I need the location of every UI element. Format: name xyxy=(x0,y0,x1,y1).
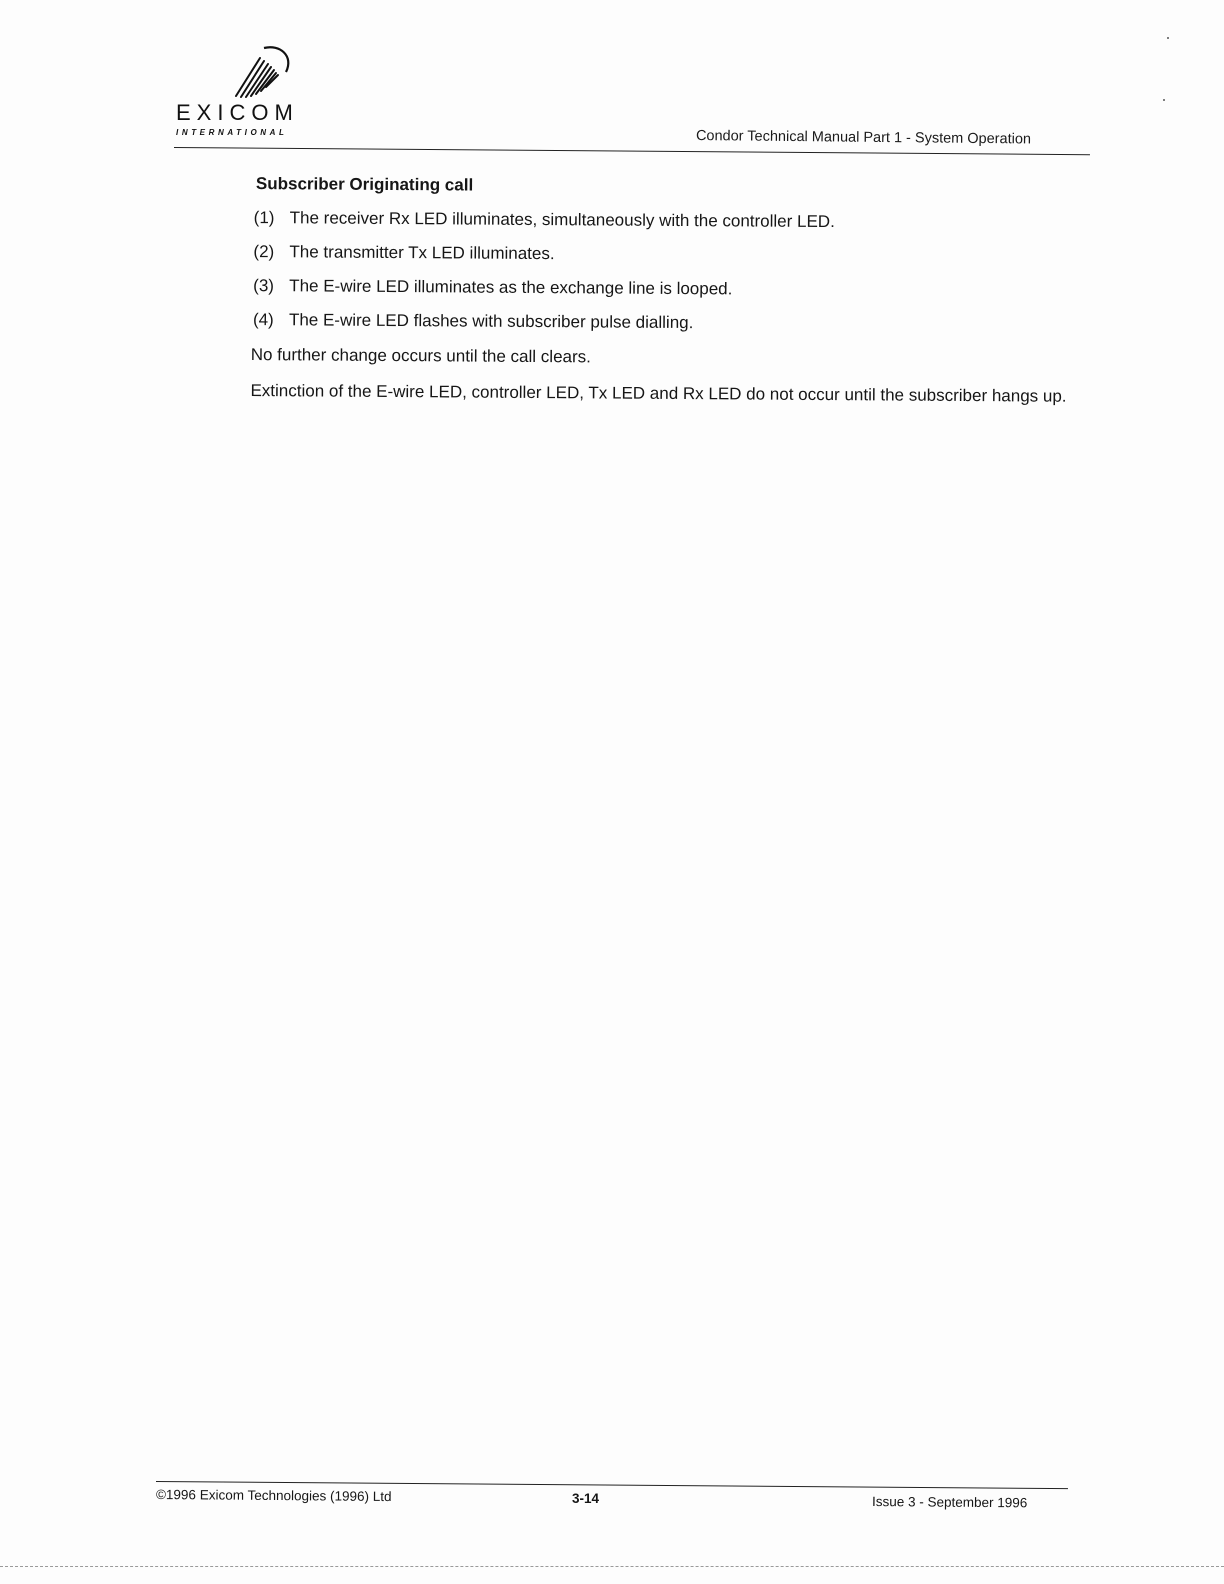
exicom-swoosh-logo-icon xyxy=(224,44,294,102)
footer-issue: Issue 3 - September 1996 xyxy=(871,1494,1028,1511)
footer-page-number: 3-14 xyxy=(572,1491,600,1506)
list-item-text: The receiver Rx LED illuminates, simultaneously with the controller LED. xyxy=(289,208,835,232)
list-item-number: (3) xyxy=(253,276,275,296)
list-item-text: The E-wire LED illuminates as the exchange line is looped. xyxy=(289,276,733,299)
scan-speck xyxy=(1167,37,1169,39)
paragraph: No further change occurs until the call clears. xyxy=(250,345,591,367)
logo-tagline: INTERNATIONAL xyxy=(176,128,288,137)
list-item xyxy=(253,276,1089,302)
scan-speck xyxy=(1163,99,1165,101)
main-content xyxy=(248,174,1090,422)
logo-wordmark: EXICOM xyxy=(176,100,299,125)
list-item-number: (1) xyxy=(253,208,275,228)
list-item-text: The transmitter Tx LED illuminates. xyxy=(289,242,555,264)
list-item-number: (2) xyxy=(253,242,275,262)
list-item xyxy=(254,208,1090,234)
list-item xyxy=(253,310,1089,336)
header-divider xyxy=(174,147,1090,155)
list-item xyxy=(253,242,1089,268)
scan-edge xyxy=(0,1566,1224,1567)
company-logo xyxy=(176,44,336,140)
paragraph: Extinction of the E-wire LED, controller LED, Tx LED and Rx LED do not occur until the subscriber hangs up. xyxy=(250,381,1067,406)
footer-copyright: ©1996 Exicom Technologies (1996) Ltd xyxy=(155,1487,392,1505)
document-title: Condor Technical Manual Part 1 - System Operation xyxy=(695,128,1032,148)
list-item-text: The E-wire LED flashes with subscriber pulse dialling. xyxy=(288,310,694,333)
list-item-number: (4) xyxy=(252,310,274,330)
section-heading: Subscriber Originating call xyxy=(255,174,474,195)
